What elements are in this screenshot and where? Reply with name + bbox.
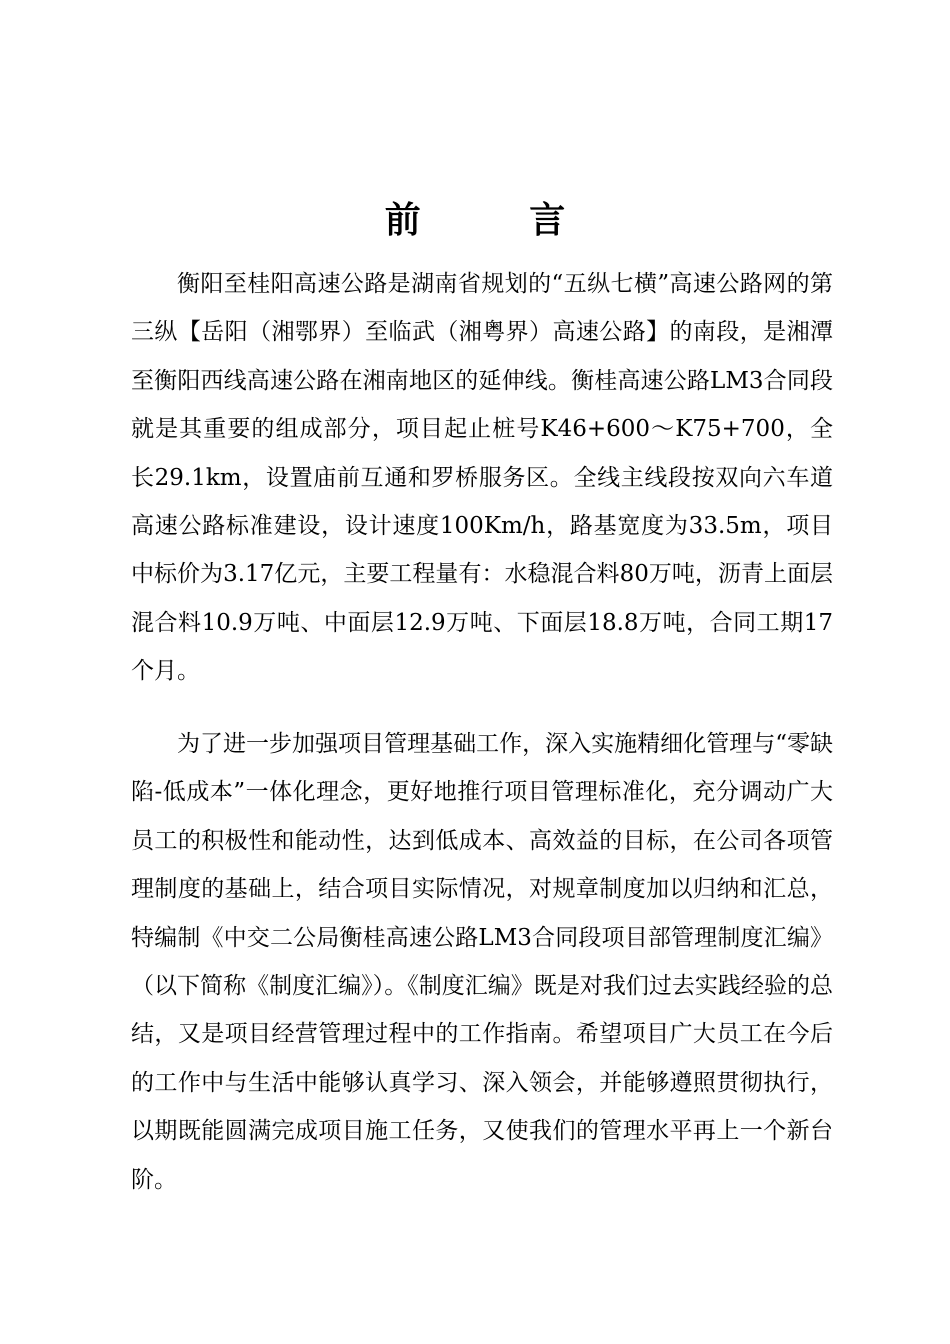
purpose-paragraph: 为了进一步加强项目管理基础工作，深入实施精细化管理与“零缺陷-低成本”一体化理念，更好地推行项目管理标准化，充分调动广大员工的积极性和能动性，达到低成本、高效益的目标，在公司各项管理制度的基础上，结合项目实际情况，对规章制度加以归纳和汇总，特编制《中交二公局衡桂高速公路LM3合同段项目部管理制度汇编》（以下简称《制度汇编》）。《制度汇编》既是对我们过去实践经验的总结，又是项目经营管理过程中的工作指南。希望项目广大员工在今后的工作中与生活中能够认真学习、深入领会，并能够遵照贯彻执行，以期既能圆满完成项目施工任务，又使我们的管理水平再上一个新台阶。	[131, 731, 833, 1193]
page-title: 前 言	[384, 200, 614, 241]
intro-paragraph: 衡阳至桂阳高速公路是湖南省规划的“五纵七横”高速公路网的第三纵【岳阳（湘鄂界）至临武（湘粤界）高速公路】的南段，是湘潭至衡阳西线高速公路在湘南地区的延伸线。衡桂高速公路LM3合同段就是其重要的组成部分，项目起止桩号K46+600～K75+700，全长29.1km，设置庙前互通和罗桥服务区。全线主线段按双向六车道高速公路标准建设，设计速度100Km/h，路基宽度为33.5m，项目中标价为3.17亿元，主要工程量有：水稳混合料80万吨，沥青上面层混合料10.9万吨、中面层12.9万吨、下面层18.8万吨，合同工期17个月。	[131, 271, 833, 685]
